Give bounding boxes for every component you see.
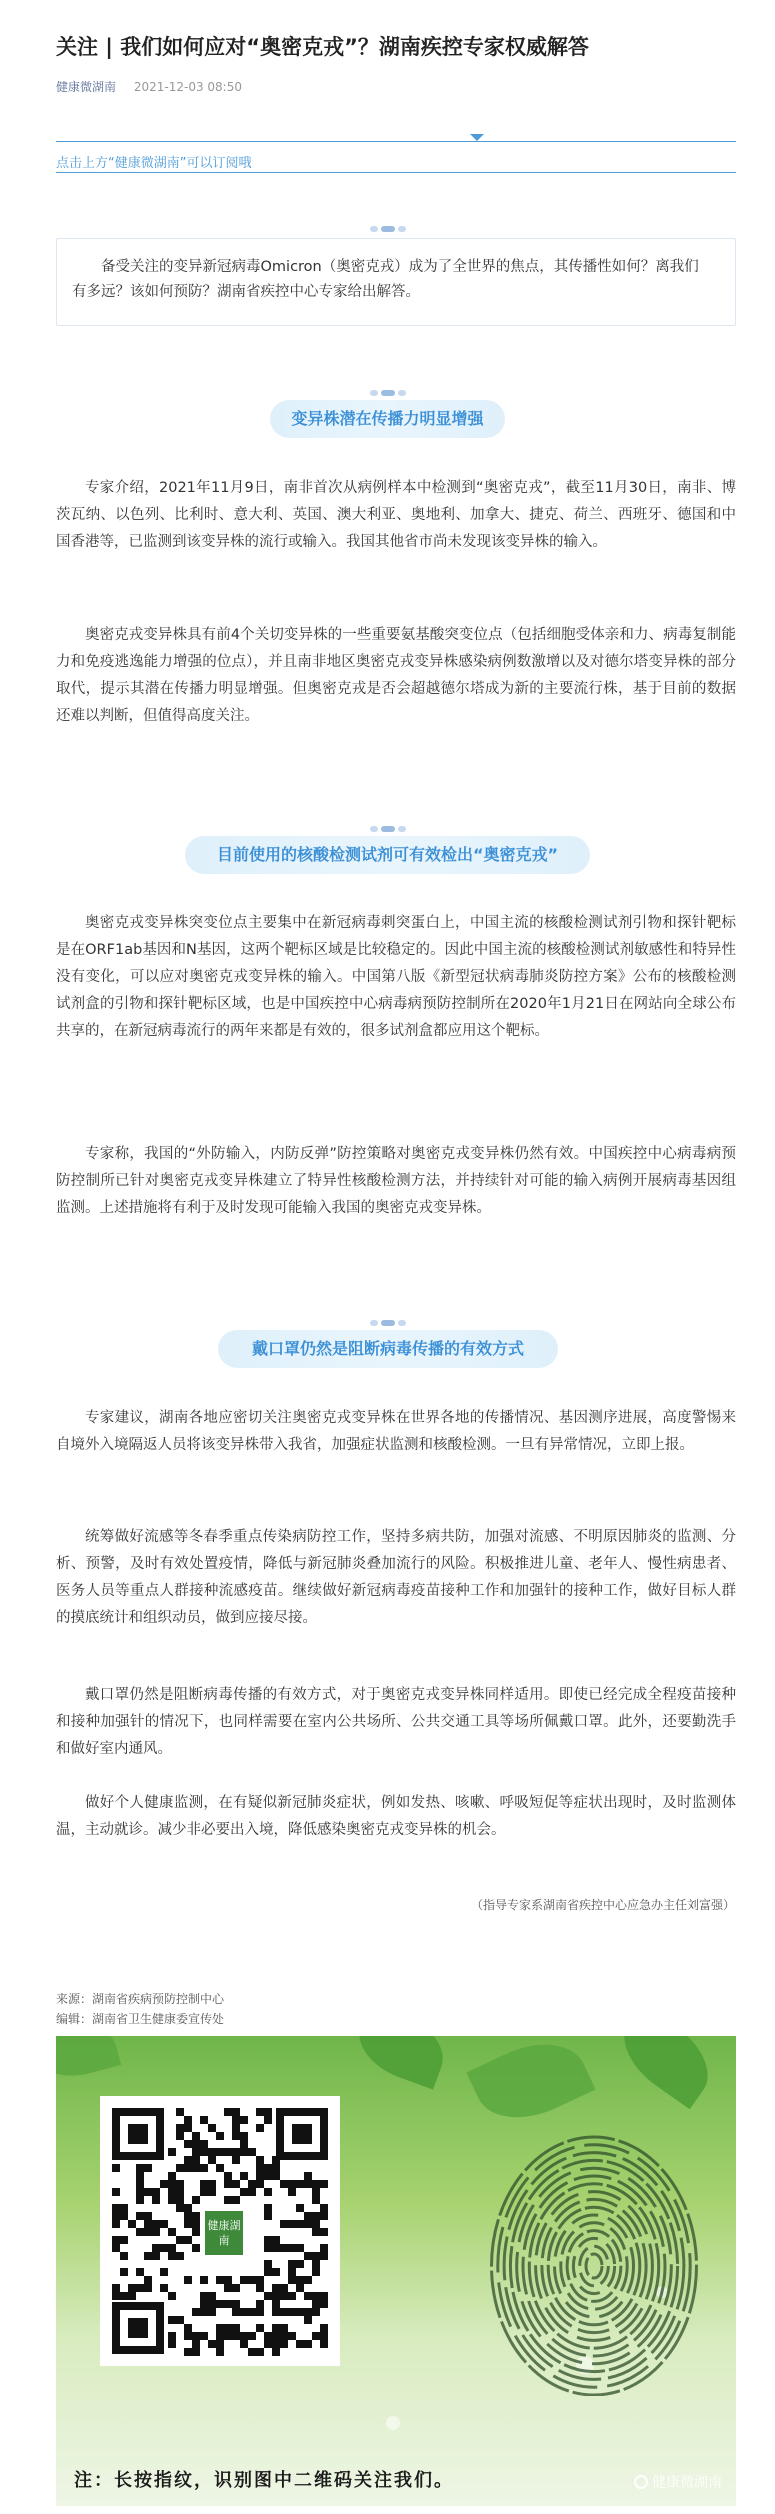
author-link[interactable]: 健康微湖南 bbox=[56, 80, 117, 94]
wechat-icon bbox=[634, 2475, 648, 2489]
decor-bar-icon bbox=[370, 1320, 406, 1326]
section-heading-2: 目前使用的核酸检测试剂可有效检出“奥密克戎” bbox=[185, 836, 590, 874]
expert-signature: （指导专家系湖南省疾控中心应急办主任刘富强） bbox=[470, 1898, 735, 1912]
section-1-paragraph-1: 专家介绍，2021年11月9日，南非首次从病例样本中检测到“奥密克戎”，截至11月30日，南非、博茨瓦纳、以色列、比利时、意大利、英国、澳大利亚、奥地利、加拿大、捷克、荷兰、西班牙、德国和中国香港等，已监测到该变异株的流行或输入。我国其他省市尚未发现该变异株的输入。 bbox=[56, 480, 736, 550]
section-1-paragraph-2: 奥密克戎变异株具有前4个关切变异株的一些重要氨基酸突变位点（包括细胞受体亲和力、病毒复制能力和免疫逃逸能力增强的位点），并且南非地区奥密克戎变异株感染病例数激增以及对德尔塔变异株的部分取代，提示其潜在传播力明显增强。但奥密克戎是否会超越德尔塔成为新的主要流行株，基于目前的数据还难以判断，但值得高度关注。 bbox=[56, 627, 736, 724]
editor-line: 编辑：湖南省卫生健康委宣传处 bbox=[56, 2012, 225, 2026]
intro-text: 备受关注的变异新冠病毒Omicron（奥密克戎）成为了全世界的焦点，其传播性如何？离我们有多远？该如何预防？湖南省疾控中心专家给出解答。 bbox=[72, 259, 699, 300]
section-3-paragraph-4: 做好个人健康监测，在有疑似新冠肺炎症状，例如发热、咳嗽、呼吸短促等症状出现时，及时监测体温，主动就诊。减少非必要出入境，降低感染奥密克戎变异株的机会。 bbox=[56, 1795, 736, 1838]
section-heading-1: 变异株潜在传播力明显增强 bbox=[270, 400, 505, 438]
decor-bar-icon bbox=[370, 826, 406, 832]
section-2-paragraph-1: 奥密克戎变异株突变位点主要集中在新冠病毒刺突蛋白上，中国主流的核酸检测试剂引物和探针靶标是在ORF1ab基因和N基因，这两个靶标区域是比较稳定的。因此中国主流的核酸检测试剂敏感性和特异性没有变化，可以应对奥密克戎变异株的输入。中国第八版《新型冠状病毒肺炎防控方案》公布的核酸检测试剂盒的引物和探针靶标区域，也是中国疾控中心病毒病预防控制所在2020年1月21日在网站向全球公布共享的，在新冠病毒流行的两年来都是有效的，很多试剂盒都应用这个靶标。 bbox=[56, 915, 736, 1039]
article-title: 关注 | 我们如何应对“奥密克戎”？湖南疾控专家权威解答 bbox=[56, 35, 589, 59]
triangle-marker-icon bbox=[470, 134, 484, 141]
divider bbox=[56, 141, 736, 142]
subscribe-hint[interactable]: 点击上方“健康微湖南”可以订阅哦 bbox=[56, 156, 252, 171]
qr-caption: 注：长按指纹，识别图中二维码关注我们。 bbox=[74, 2470, 454, 2491]
article-meta bbox=[56, 78, 242, 95]
watermark: 健康微湖南 bbox=[634, 2472, 722, 2492]
source-line: 来源：湖南省疾病预防控制中心 bbox=[56, 1992, 225, 2006]
fingerprint-icon bbox=[484, 2126, 704, 2396]
section-3-paragraph-3: 戴口罩仍然是阻断病毒传播的有效方式，对于奥密克戎变异株同样适用。即使已经完成全程疫苗接种和接种加强针的情况下，也同样需要在室内公共场所、公共交通工具等场所佩戴口罩。此外，还要勤洗手和做好室内通风。 bbox=[56, 1687, 736, 1757]
section-heading-3: 戴口罩仍然是阻断病毒传播的有效方式 bbox=[218, 1330, 558, 1368]
qr-follow-image[interactable] bbox=[56, 2036, 736, 2506]
section-2-paragraph-2: 专家称，我国的“外防输入，内防反弹”防控策略对奥密克戎变异株仍然有效。中国疾控中心病毒病预防控制所已针对奥密克戎变异株建立了特异性核酸检测方法，并持续针对可能的输入病例开展病毒基因组监测。上述措施将有利于及时发现可能输入我国的奥密克戎变异株。 bbox=[56, 1146, 736, 1216]
divider bbox=[56, 172, 736, 173]
brand-logo: 健康湖南 bbox=[202, 2208, 246, 2258]
publish-date: 2021-12-03 08:50 bbox=[133, 80, 242, 94]
decor-bar-icon bbox=[370, 226, 406, 232]
section-3-paragraph-1: 专家建议，湖南各地应密切关注奥密克戎变异株在世界各地的传播情况、基因测序进展，高度警惕来自境外入境隔返人员将该变异株带入我省，加强症状监测和核酸检测。一旦有异常情况，立即上报。 bbox=[56, 1410, 736, 1453]
qr-code-icon[interactable] bbox=[100, 2096, 340, 2366]
decor-bar-icon bbox=[370, 390, 406, 396]
section-3-paragraph-2: 统筹做好流感等冬春季重点传染病防控工作，坚持多病共防，加强对流感、不明原因肺炎的监测、分析、预警，及时有效处置疫情，降低与新冠肺炎叠加流行的风险。积极推进儿童、老年人、慢性病患者、医务人员等重点人群接种流感疫苗。继续做好新冠病毒疫苗接种工作和加强针的接种工作，做好目标人群的摸底统计和组织动员，做到应接尽接。 bbox=[56, 1529, 736, 1626]
